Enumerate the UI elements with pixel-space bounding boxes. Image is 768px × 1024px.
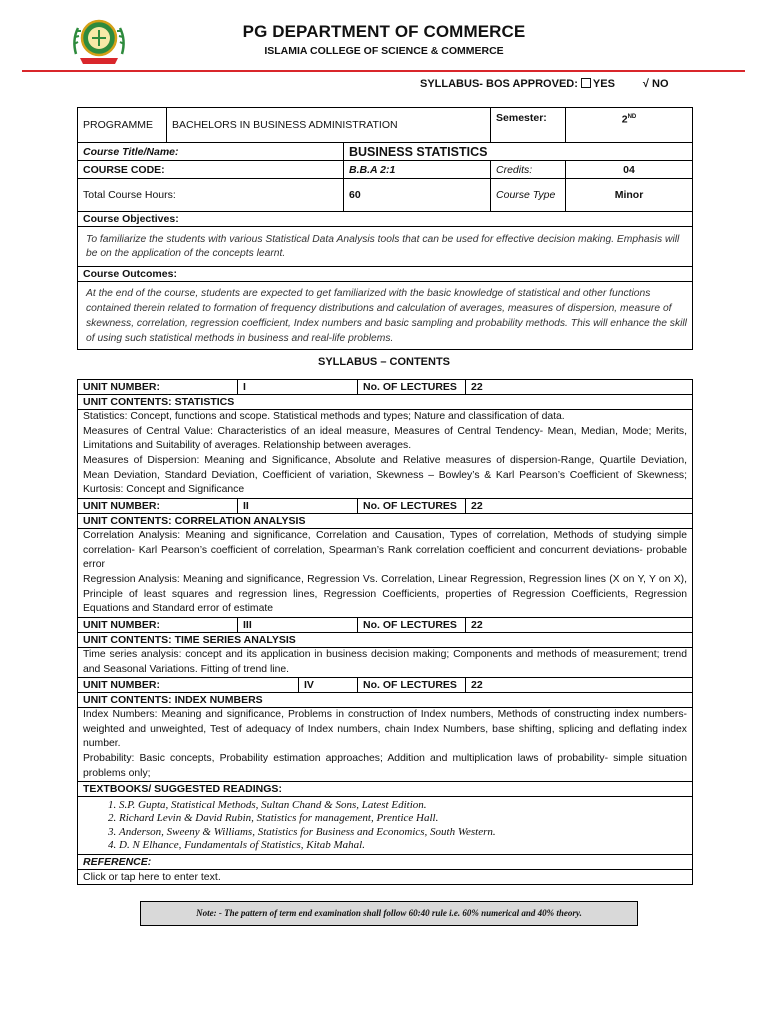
unit-paragraph: Measures of Dispersion: Meaning and Significance, Absolute and Relative measures of dispersion-Range, Quartile Deviation, Mean Deviation, Standard Deviation, Coefficient of variation, Skewness – Bowley’s & Karl Pearson’s Coefficient of Skewness; Kurtosis: Concept and Significance [83,455,687,496]
exam-pattern-note: Note: - The pattern of term end examination shall follow 60:40 rule i.e. 60% numerical and 40% theory. [140,901,638,926]
unit-contents [78,410,693,499]
unit-3-header [78,618,693,633]
reference-field[interactable]: Click or tap here to enter text. [78,870,693,885]
programme-value: BACHELORS IN BUSINESS ADMINISTRATION [167,108,491,143]
unit-number: II [238,499,358,514]
course-type-value: Minor [566,179,693,212]
unit-number: III [238,618,358,633]
course-type-label: Course Type [491,179,566,212]
course-info-table [77,107,693,350]
department-title: PG DEPARTMENT OF COMMERCE [242,22,526,41]
unit-number-label: UNIT NUMBER: [78,678,299,693]
unit-paragraph: Probability: Basic concepts, Probability estimation approaches; Addition and multiplication laws of probability- simple situation problems only; [83,752,687,779]
syllabus-heading: SYLLABUS – CONTENTS [317,356,450,368]
unit-contents-title: UNIT CONTENTS: CORRELATION ANALYSIS [78,514,693,529]
objectives-label: Course Objectives: [78,212,693,227]
unit-contents-title: UNIT CONTENTS: STATISTICS [78,395,693,410]
unit-number-label: UNIT NUMBER: [78,499,238,514]
bos-approval [420,78,669,90]
lectures-label: No. OF LECTURES [358,618,466,633]
unit-1-header [78,380,693,395]
lectures-count: 22 [466,380,693,395]
reading-item: 2. Richard Levin & David Rubin, Statistics for management, Prentice Hall. [119,812,687,826]
no-option: √ NO [642,78,669,90]
lectures-label: No. OF LECTURES [358,499,466,514]
unit-contents [78,648,693,678]
reading-item: 3. Anderson, Sweeny & Williams, Statistics for Business and Economics, South Western. [119,826,687,840]
unit-paragraph: Measures of Central Value: Characteristics of an ideal measure, Measures of Central Tendency- Mean, Median, Mode; Merits, Limitations and Suitability of averages. Relationship between averages. [83,425,687,452]
course-title-value: BUSINESS STATISTICS [344,143,693,161]
unit-paragraph: Regression Analysis: Meaning and significance, Regression Vs. Correlation, Linear Regression, Regression lines (X on Y, Y on X), Principle of least squares and regression lines, Regression Coefficients, properties of Regression Coefficients, Regression Equations and Standard error of estimate [83,574,687,615]
unit-contents-title: UNIT CONTENTS: INDEX NUMBERS [78,693,693,708]
lectures-count: 22 [466,499,693,514]
unit-paragraph: Statistics: Concept, functions and scope. Statistical methods and types; Nature and classification of data. [83,411,565,423]
credits-label: Credits: [491,161,566,179]
course-code-value: B.B.A 2:1 [344,161,491,179]
lectures-label: No. OF LECTURES [358,678,466,693]
course-code-label: COURSE CODE: [78,161,344,179]
yes-checkbox[interactable] [581,78,591,88]
lectures-label: No. OF LECTURES [358,380,466,395]
unit-contents [78,529,693,618]
unit-number: I [238,380,358,395]
lectures-count: 22 [466,678,693,693]
unit-paragraph: Index Numbers: Meaning and significance, Problems in construction of Index numbers, Methods of constructing index numbers- weighted and unweighted, Test of adequacy of Index numbers, chain Index Numbers, base shifting, splicing and deflating index number. [83,709,687,750]
total-hours-label: Total Course Hours: [78,179,344,212]
objectives-text: To familiarize the students with various Statistical Data Analysis tools that can be used for effective decision making. Emphasis will be on the application of the concepts learnt. [78,227,693,267]
unit-number: IV [299,678,358,693]
total-hours-value: 60 [344,179,491,212]
outcomes-text: At the end of the course, students are expected to get familiarized with the basic knowledge of statistical and other functions contained therein related to formation of frequency distributions and calculation of averages, measures of dispersion, measure of skewness, correlation, regression coefficient, Index numbers and basic sampling and probability methods. This will enhance the skill of using such statistical methods in business and real-life problems. [78,282,693,350]
programme-label: PROGRAMME [78,108,167,143]
reading-item: 1. S.P. Gupta, Statistical Methods, Sultan Chand & Sons, Latest Edition. [119,799,687,813]
unit-2-header [78,499,693,514]
header-divider [22,70,745,72]
bos-approval-label: SYLLABUS- BOS APPROVED: [420,78,578,90]
college-name: ISLAMIA COLLEGE OF SCIENCE & COMMERCE [264,45,504,57]
course-title-label: Course Title/Name: [78,143,344,161]
lectures-count: 22 [466,618,693,633]
readings-label: TEXTBOOKS/ SUGGESTED READINGS: [78,782,693,797]
unit-contents-title: UNIT CONTENTS: TIME SERIES ANALYSIS [78,633,693,648]
semester-number: 2 [621,113,628,126]
unit-paragraph: Time series analysis: concept and its application in business decision making; Components and methods of measurement; trend and Seasonal Variations. Fitting of trend line. [83,649,687,675]
outcomes-label: Course Outcomes: [78,267,693,282]
semester-value [566,108,693,143]
unit-number-label: UNIT NUMBER: [78,618,238,633]
unit-paragraph: Correlation Analysis: Meaning and significance, Correlation and Causation, Types of correlation, Methods of studying simple correlation- Karl Pearson’s coefficient of correlation, Spearman’s Rank correlation coefficient and concurrent deviations- probable error [83,530,687,571]
reference-label: REFERENCE: [78,855,693,870]
unit-contents [78,708,693,782]
unit-4-header [78,678,693,693]
unit-number-label: UNIT NUMBER: [78,380,238,395]
syllabus-table [77,379,693,885]
yes-label: YES [592,78,615,90]
credits-value: 04 [566,161,693,179]
semester-label: Semester: [491,108,566,143]
semester-suffix: ND [627,114,637,120]
reading-item: 4. D. N Elhance, Fundamentals of Statistics, Kitab Mahal. [119,839,687,853]
readings-list [78,797,693,855]
